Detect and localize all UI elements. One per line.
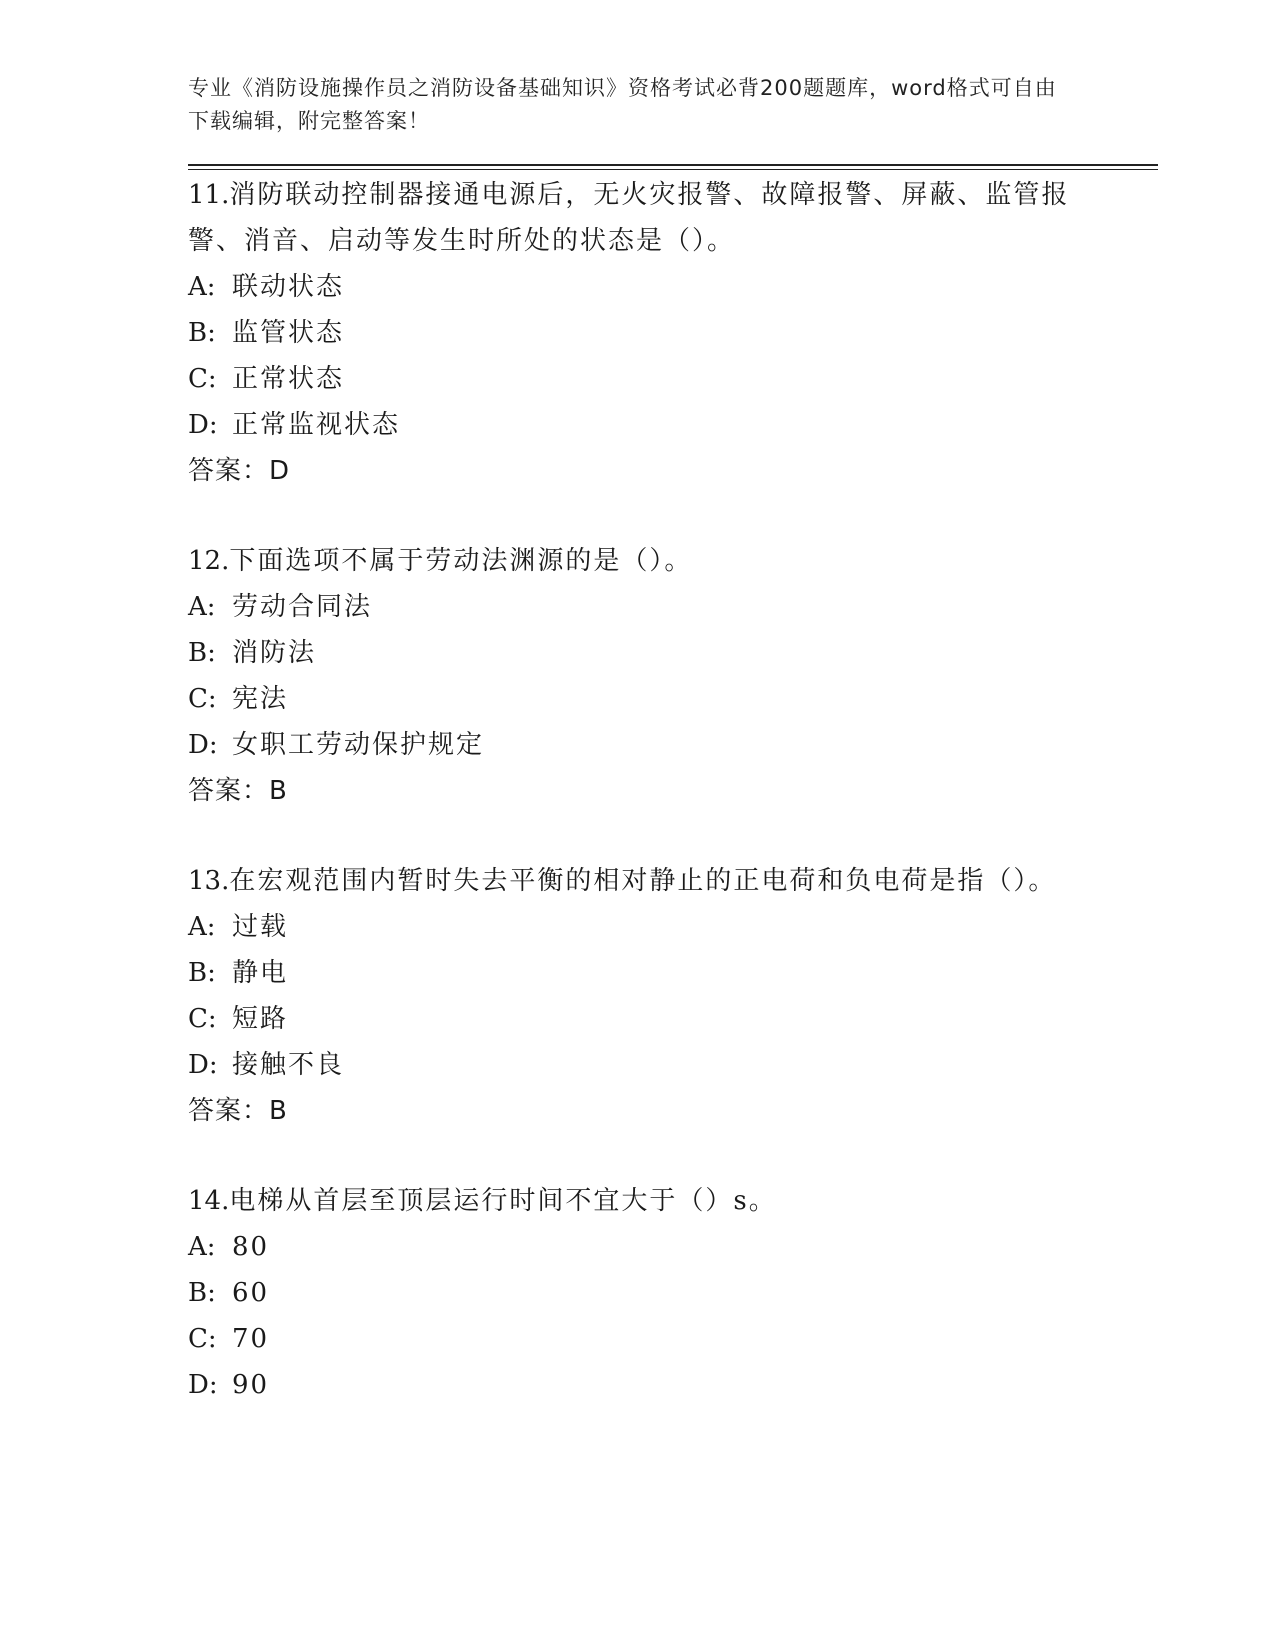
- answer-line: 答案：B: [188, 1096, 288, 1126]
- question-text: [188, 172, 1088, 264]
- option-d: [188, 1042, 1158, 1088]
- question-11: [188, 172, 1158, 494]
- option-label: D:: [188, 730, 218, 760]
- option-d: [188, 1362, 1158, 1408]
- question-number: 12.: [188, 546, 230, 576]
- document-page: [188, 72, 1158, 1408]
- option-text: 90: [232, 1370, 270, 1400]
- option-label: B:: [188, 638, 216, 668]
- option-c: [188, 996, 1158, 1042]
- option-label: C:: [188, 364, 217, 394]
- option-label: C:: [188, 1324, 217, 1354]
- header-divider: [188, 164, 1158, 166]
- option-label: A:: [188, 592, 216, 622]
- option-text: 宪法: [232, 684, 289, 714]
- question-number: 14.: [188, 1186, 230, 1216]
- option-b: [188, 630, 1158, 676]
- question-13: [188, 858, 1158, 1134]
- question-list: [188, 172, 1158, 1408]
- question-stem: 下面选项不属于劳动法渊源的是（）。: [229, 546, 693, 576]
- option-text: 消防法: [232, 638, 317, 668]
- option-text: 70: [232, 1324, 270, 1354]
- option-a: [188, 1224, 1158, 1270]
- option-label: C:: [188, 1004, 217, 1034]
- question-14: [188, 1178, 1158, 1408]
- option-label: B:: [188, 318, 216, 348]
- option-label: B:: [188, 1278, 216, 1308]
- option-d: [188, 722, 1158, 768]
- option-c: [188, 676, 1158, 722]
- option-a: [188, 584, 1158, 630]
- option-text: 正常监视状态: [232, 410, 401, 440]
- option-text: 过载: [232, 912, 289, 942]
- option-text: 劳动合同法: [232, 592, 373, 622]
- option-text: 静电: [232, 958, 289, 988]
- option-label: A:: [188, 272, 216, 302]
- question-stem: 在宏观范围内暂时失去平衡的相对静止的正电荷和负电荷是指（）。: [229, 866, 1057, 896]
- option-text: 80: [232, 1232, 270, 1262]
- option-b: [188, 310, 1158, 356]
- option-text: 正常状态: [232, 364, 345, 394]
- question-gap: [188, 494, 1158, 538]
- question-stem: 消防联动控制器接通电源后，无火灾报警、故障报警、屏蔽、监管报警、消音、启动等发生时所处的状态是（）。: [188, 180, 1070, 256]
- option-b: [188, 950, 1158, 996]
- option-text: 60: [232, 1278, 270, 1308]
- option-text: 监管状态: [232, 318, 345, 348]
- option-text: 接触不良: [232, 1050, 345, 1080]
- question-12: [188, 538, 1158, 814]
- document-header: 专业《消防设施操作员之消防设备基础知识》资格考试必背200题题库，word格式可自由下载编辑，附完整答案！: [188, 76, 1057, 133]
- option-a: [188, 264, 1158, 310]
- option-b: [188, 1270, 1158, 1316]
- option-label: A:: [188, 912, 216, 942]
- answer-line: 答案：B: [188, 776, 288, 806]
- question-stem: 电梯从首层至顶层运行时间不宜大于（）s。: [229, 1186, 777, 1216]
- option-text: 短路: [232, 1004, 289, 1034]
- option-label: D:: [188, 1370, 218, 1400]
- option-label: B:: [188, 958, 216, 988]
- question-gap: [188, 814, 1158, 858]
- option-label: D:: [188, 410, 218, 440]
- option-label: C:: [188, 684, 217, 714]
- question-gap: [188, 1134, 1158, 1178]
- option-label: D:: [188, 1050, 218, 1080]
- option-text: 联动状态: [232, 272, 345, 302]
- question-number: 13.: [188, 866, 230, 896]
- answer-line: 答案：D: [188, 456, 291, 486]
- option-d: [188, 402, 1158, 448]
- option-c: [188, 356, 1158, 402]
- option-c: [188, 1316, 1158, 1362]
- option-text: 女职工劳动保护规定: [232, 730, 485, 760]
- option-a: [188, 904, 1158, 950]
- question-text: [188, 538, 1088, 584]
- question-text: [188, 1178, 1088, 1224]
- option-label: A:: [188, 1232, 216, 1262]
- question-text: [188, 858, 1088, 904]
- question-number: 11.: [188, 180, 230, 210]
